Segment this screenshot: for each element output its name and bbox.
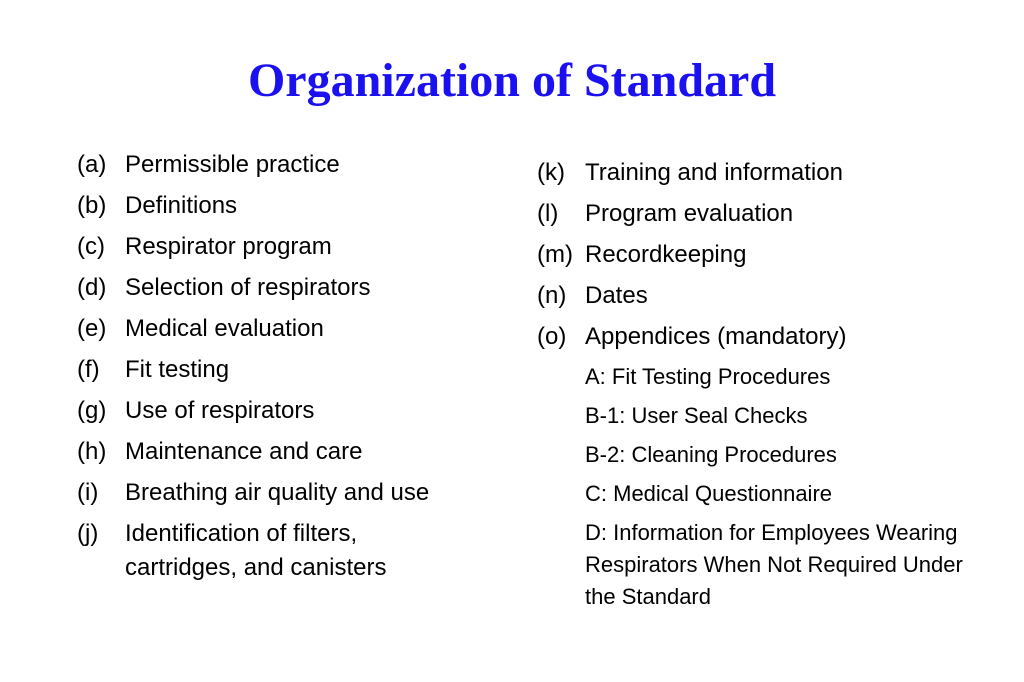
list-item	[77, 394, 457, 428]
item-marker: (b)	[77, 192, 107, 219]
list-item	[77, 353, 457, 387]
item-text: Breathing air quality and use	[125, 479, 430, 506]
list-item	[537, 279, 977, 313]
item-marker: (c)	[77, 233, 105, 260]
slide-title: Organization of Standard	[247, 54, 777, 107]
item-text: Training and information	[585, 159, 843, 186]
item-text: Maintenance and care	[125, 438, 363, 465]
list-item	[77, 517, 457, 585]
item-marker: (k)	[537, 159, 565, 186]
list-item	[77, 189, 457, 223]
item-marker: (f)	[77, 356, 100, 383]
item-marker: (d)	[77, 274, 107, 301]
item-text: Identification of filters, cartridges, and canisters	[125, 520, 387, 581]
item-marker: (l)	[537, 200, 559, 227]
list-item	[77, 312, 457, 346]
item-marker: (a)	[77, 151, 107, 178]
item-marker: (g)	[77, 397, 107, 424]
list-item	[77, 230, 457, 264]
item-marker: (o)	[537, 323, 567, 350]
item-text: Definitions	[125, 192, 238, 219]
appendix-item: C: Medical Questionnaire	[585, 481, 833, 506]
appendix-item: A: Fit Testing Procedures	[585, 364, 831, 389]
item-marker: (e)	[77, 315, 107, 342]
item-text: Dates	[585, 282, 648, 309]
list-item	[537, 238, 977, 272]
list-item	[77, 148, 457, 182]
appendix-item: B-2: Cleaning Procedures	[585, 442, 837, 467]
list-item	[537, 197, 977, 231]
list-item	[77, 476, 457, 510]
item-text: Respirator program	[125, 233, 332, 260]
list-item	[77, 435, 457, 469]
item-text: Appendices (mandatory)	[585, 323, 847, 350]
item-marker: (h)	[77, 438, 107, 465]
left-column-list	[77, 148, 457, 592]
item-text: Program evaluation	[585, 200, 794, 227]
item-marker: (j)	[77, 520, 99, 547]
item-marker: (i)	[77, 479, 99, 506]
item-text: Medical evaluation	[125, 315, 324, 342]
item-text: Selection of respirators	[125, 274, 371, 301]
item-text: Use of respirators	[125, 397, 315, 424]
list-item	[77, 271, 457, 305]
item-text: Permissible practice	[125, 151, 340, 178]
list-item	[537, 156, 977, 190]
appendix-item: B-1: User Seal Checks	[585, 403, 808, 428]
right-column-list	[537, 156, 977, 620]
item-text: Fit testing	[125, 356, 230, 383]
item-marker: (m)	[537, 241, 573, 268]
item-text: Recordkeeping	[585, 241, 747, 268]
list-item	[537, 320, 977, 354]
item-marker: (n)	[537, 282, 567, 309]
appendix-item: D: Information for Employees Wearing Respirators When Not Required Under the Standard	[585, 520, 963, 609]
